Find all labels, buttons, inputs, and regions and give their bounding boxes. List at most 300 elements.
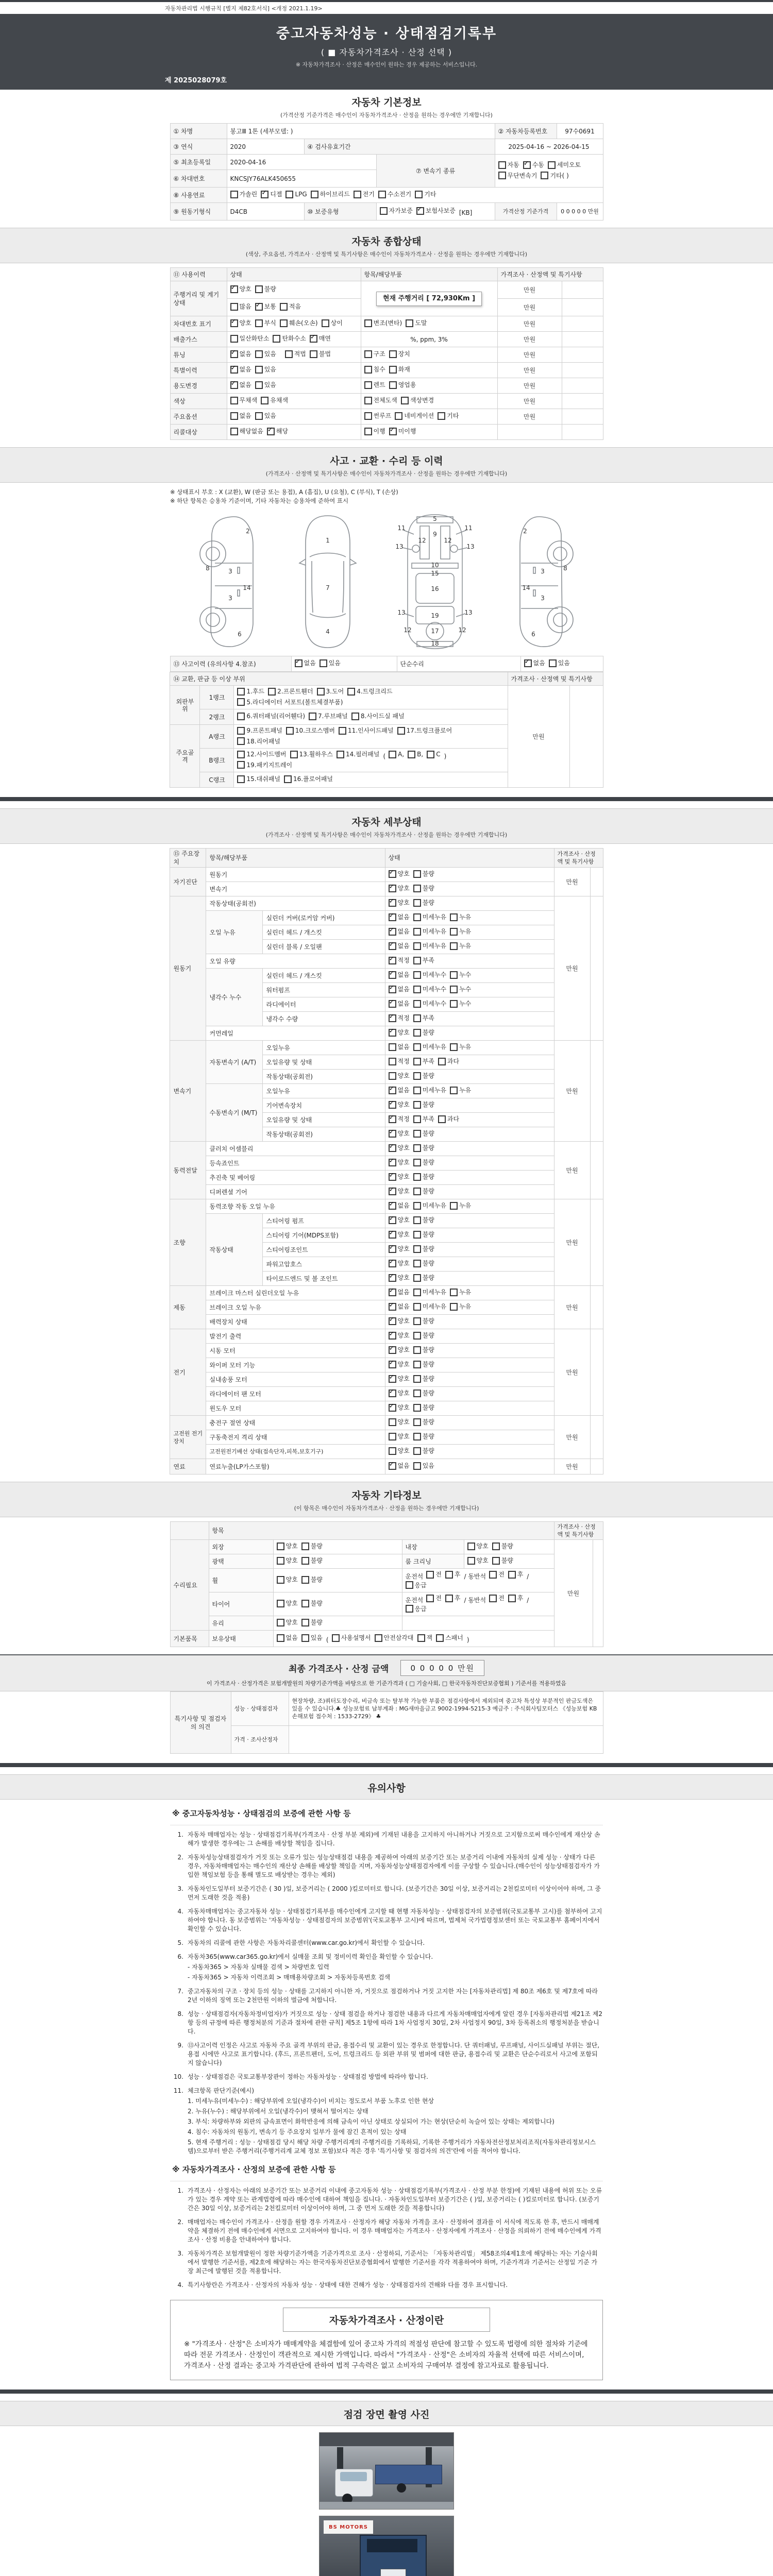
table-row <box>170 1171 603 1185</box>
table-cell <box>385 1055 554 1070</box>
checkbox-없음[interactable] <box>230 365 251 374</box>
checkbox-양호[interactable] <box>389 1389 410 1397</box>
checkbox-양호[interactable] <box>277 1599 298 1607</box>
checkbox-탄화수소[interactable] <box>273 334 306 343</box>
unchecked-checkbox-icon <box>492 1557 500 1565</box>
checkbox-사용설명서[interactable] <box>332 1634 371 1642</box>
diagram-part-number: 17 <box>431 628 439 635</box>
checkbox-해당[interactable] <box>267 427 288 435</box>
checkbox-미세누유[interactable] <box>413 1086 446 1094</box>
unchecked-checkbox-icon <box>230 412 238 420</box>
unchecked-checkbox-icon <box>286 727 294 735</box>
checkbox-불량[interactable] <box>413 1158 434 1166</box>
checkbox-전체도색[interactable] <box>364 396 397 404</box>
table-cell <box>562 409 603 425</box>
checkbox-후[interactable] <box>508 1570 524 1579</box>
table-cell <box>562 316 603 332</box>
checkbox-8.사이드실 패널[interactable] <box>351 712 405 720</box>
final-price-value: 0 0 0 0 0 만원 <box>400 1660 484 1676</box>
unchecked-checkbox-icon <box>438 1115 446 1123</box>
checkbox-스패너[interactable] <box>436 1634 463 1642</box>
table-cell: 배력장치 상태 <box>206 1315 385 1329</box>
checkbox-렌트[interactable] <box>364 381 385 389</box>
checkbox-없음[interactable] <box>389 1043 410 1051</box>
unchecked-checkbox-icon <box>230 428 238 435</box>
checkbox-후[interactable] <box>445 1594 461 1602</box>
table-cell: 단순수리 <box>397 656 520 672</box>
checkbox-미세누유[interactable] <box>413 1043 446 1051</box>
checkbox-누유[interactable] <box>450 927 471 936</box>
checkbox-적법[interactable] <box>285 350 306 358</box>
checkbox-label: 13.휠하우스 <box>299 751 333 758</box>
unchecked-checkbox-icon <box>280 303 288 311</box>
checkbox-없음[interactable] <box>389 999 410 1008</box>
checkbox-양호[interactable] <box>389 1447 410 1455</box>
checkbox-양호[interactable] <box>389 899 410 907</box>
checkbox-누유[interactable] <box>450 942 471 950</box>
checkbox-불량[interactable] <box>413 1331 434 1340</box>
checkbox-양호[interactable] <box>389 1331 410 1340</box>
checkbox-불량[interactable] <box>413 1346 434 1354</box>
checkbox-없음[interactable] <box>389 971 410 979</box>
checkbox-양호[interactable] <box>389 1259 410 1267</box>
table-cell <box>234 772 508 788</box>
checkbox-양호[interactable] <box>389 884 410 892</box>
checkbox-있음[interactable] <box>255 350 276 358</box>
checkbox-불량[interactable] <box>413 1129 434 1138</box>
checkbox-불량[interactable] <box>413 1375 434 1383</box>
checkbox-불량[interactable] <box>413 1216 434 1224</box>
table-cell: 특기사항 및 점검자의 의견 <box>170 1692 231 1754</box>
checkbox-18.리어패널[interactable] <box>237 737 280 745</box>
checkbox-양호[interactable] <box>389 1144 410 1152</box>
notice-item <box>170 2010 603 2036</box>
table-cell: 만원 <box>497 332 562 347</box>
checkbox-있음[interactable] <box>301 1634 323 1642</box>
checkbox-무단변속기[interactable] <box>498 172 537 180</box>
unchecked-checkbox-icon <box>290 751 298 758</box>
checkbox-썬루프[interactable] <box>364 412 392 420</box>
checkbox-불량[interactable] <box>492 1556 513 1565</box>
checkbox-후[interactable] <box>445 1570 461 1579</box>
checkbox-침수[interactable] <box>364 365 385 374</box>
checkbox-label: 양호 <box>397 1216 410 1224</box>
checkbox-없음[interactable] <box>389 913 410 921</box>
checkbox-있음[interactable] <box>549 659 570 667</box>
checkbox-13.휠하우스[interactable] <box>290 750 333 758</box>
checkbox-있음[interactable] <box>320 659 341 667</box>
checkbox-네비게이션[interactable] <box>395 412 434 420</box>
checkbox-미세누유[interactable] <box>413 942 446 950</box>
checkbox-기타[interactable] <box>438 412 459 420</box>
checkbox-부족[interactable] <box>413 956 434 964</box>
checkbox-불량[interactable] <box>413 1317 434 1325</box>
checkbox-있음[interactable] <box>413 1462 434 1470</box>
checkbox-있음[interactable] <box>255 365 276 374</box>
checkbox-17.트렁크플로어[interactable] <box>397 726 452 735</box>
checkbox-label: 양호 <box>476 1557 489 1565</box>
checkbox-없음[interactable] <box>277 1634 298 1642</box>
checkbox-불량[interactable] <box>301 1542 323 1550</box>
photo1-ceiling <box>320 2433 453 2446</box>
diagram-part-number: 6 <box>238 631 242 638</box>
checkbox-없음[interactable] <box>389 1288 410 1296</box>
checkbox-양호[interactable] <box>389 1072 410 1080</box>
table-row <box>170 425 603 440</box>
checked-checkbox-icon <box>389 870 396 878</box>
checkbox-상이[interactable] <box>322 319 343 327</box>
checkbox-9.프론트패널[interactable] <box>237 726 282 735</box>
checkbox-미세누유[interactable] <box>413 927 446 936</box>
checkbox-불량[interactable] <box>413 884 434 892</box>
checkbox-양호[interactable] <box>389 1129 410 1138</box>
unchecked-checkbox-icon <box>413 1404 421 1412</box>
checkbox-누유[interactable] <box>450 1043 471 1051</box>
checkbox-15.대쉬패널[interactable] <box>237 775 280 783</box>
checkbox-label: 기타 <box>424 191 436 198</box>
checkbox-양호[interactable] <box>277 1618 298 1626</box>
panel-rank-table-container <box>0 672 773 788</box>
checkbox-없음[interactable] <box>389 1302 410 1311</box>
checkbox-무채색[interactable] <box>230 396 258 404</box>
checkbox-안전삼각대[interactable] <box>375 1634 414 1642</box>
checkbox-1.후드[interactable] <box>237 687 264 696</box>
table-cell <box>385 1185 554 1199</box>
table-row <box>170 1026 603 1041</box>
checkbox-훼손(오손)[interactable] <box>280 319 318 327</box>
checkbox-label: 양호 <box>397 1418 410 1426</box>
table-cell: 0 0 0 0 0 만원 <box>557 203 603 221</box>
checkbox-없음[interactable] <box>524 659 545 667</box>
checkbox-후[interactable] <box>508 1594 524 1602</box>
checkbox-불량[interactable] <box>413 1072 434 1080</box>
checkbox-불량[interactable] <box>255 285 276 293</box>
checkbox-A,[interactable] <box>389 750 404 758</box>
checkbox-미세누수[interactable] <box>413 971 446 979</box>
unchecked-checkbox-icon <box>389 1433 396 1440</box>
checkbox-없음[interactable] <box>389 927 410 936</box>
checkbox-장치[interactable] <box>389 350 410 358</box>
diagram-part-number: 15 <box>431 570 439 577</box>
table-cell <box>385 1300 554 1315</box>
checkbox-누유[interactable] <box>450 1086 471 1094</box>
checkbox-양호[interactable] <box>389 1245 410 1253</box>
checkbox-구조[interactable] <box>364 350 385 358</box>
unchecked-checkbox-icon <box>255 412 263 420</box>
checkbox-전기[interactable] <box>354 190 375 198</box>
unchecked-checkbox-icon <box>273 335 280 343</box>
checkbox-전[interactable] <box>426 1570 442 1579</box>
table-cell: 만원 <box>497 347 562 363</box>
checkbox-자동[interactable] <box>498 161 519 169</box>
checkbox-5.라디에이터 서포트(볼트체결부품)[interactable] <box>237 698 343 706</box>
checkbox-영업용[interactable] <box>389 381 416 389</box>
checkbox-불량[interactable] <box>413 1144 434 1152</box>
diagram-part-number: 9 <box>433 531 437 538</box>
checkbox-불량[interactable] <box>413 1100 434 1109</box>
checkbox-기타[interactable] <box>415 190 436 198</box>
checkbox-수소전기[interactable] <box>378 190 411 198</box>
checkbox-미세누유[interactable] <box>413 913 446 921</box>
checkbox-불량[interactable] <box>413 1432 434 1440</box>
checkbox-응급[interactable] <box>406 1605 427 1613</box>
checkbox-없음[interactable] <box>389 942 410 950</box>
checkbox-하이브리드[interactable] <box>311 190 350 198</box>
checkbox-변조(변타)[interactable] <box>364 319 402 327</box>
checkbox-기타( )[interactable] <box>541 172 568 180</box>
checkbox-부족[interactable] <box>413 1057 434 1065</box>
checkbox-label: 미세누유 <box>422 1087 447 1094</box>
checkbox-일산화탄소[interactable] <box>230 334 270 343</box>
table-cell: 윈도우 모터 <box>206 1401 385 1416</box>
checkbox-양호[interactable] <box>389 1187 410 1195</box>
checkbox-label: 양호 <box>397 1245 410 1253</box>
table-cell <box>227 409 361 425</box>
checkbox-양호[interactable] <box>389 1317 410 1325</box>
checkbox-label: 잭 <box>426 1634 433 1642</box>
checkbox-미세누수[interactable] <box>413 985 446 993</box>
checkbox-불량[interactable] <box>492 1542 513 1550</box>
table-cell: D4CB <box>227 203 304 221</box>
checkbox-불법[interactable] <box>310 350 331 358</box>
checkbox-화재[interactable] <box>389 365 410 374</box>
other-title: 자동차 기타정보 <box>351 1490 422 1501</box>
unchecked-checkbox-icon <box>427 751 434 758</box>
checkbox-부식[interactable] <box>255 319 276 327</box>
checkbox-세미오토[interactable] <box>548 161 581 169</box>
table-cell: 타이로드엔드 및 볼 조인트 <box>263 1272 385 1286</box>
checkbox-미이행[interactable] <box>389 427 416 435</box>
checkbox-B,[interactable] <box>408 750 423 758</box>
checkbox-label: 무채색 <box>239 397 258 404</box>
checkbox-응급[interactable] <box>406 1581 427 1589</box>
table-cell <box>562 281 603 299</box>
checkbox-많음[interactable] <box>230 302 251 311</box>
checkbox-10.크로스멤버[interactable] <box>286 726 335 735</box>
checkbox-불량[interactable] <box>413 1187 434 1195</box>
checkbox-보통[interactable] <box>255 302 276 311</box>
checkbox-3.도어[interactable] <box>317 687 344 696</box>
checkbox-전[interactable] <box>426 1594 442 1602</box>
state-symbol-legend: ※ 상태표시 부호 : X (교환), W (판금 또는 용접), A (흠집), U (요철), C (부식), T (손상) <box>170 488 398 496</box>
checkbox-없음[interactable] <box>389 1086 410 1094</box>
inline-text: / <box>527 1572 529 1580</box>
checkbox-불량[interactable] <box>413 1230 434 1239</box>
section-divider <box>0 1763 773 1767</box>
table-row <box>170 1692 603 1726</box>
table-cell <box>385 1257 554 1272</box>
table-cell: 라디에이터 <box>263 997 385 1012</box>
checkbox-가솔린[interactable] <box>230 190 258 198</box>
checkbox-없음[interactable] <box>230 381 251 389</box>
checkbox-미세누유[interactable] <box>413 1288 446 1296</box>
checkbox-4.트렁크리드[interactable] <box>347 687 392 696</box>
checkbox-양호[interactable] <box>277 1542 298 1550</box>
checkbox-누수[interactable] <box>450 971 471 979</box>
checkbox-없음[interactable] <box>230 412 251 420</box>
checkbox-label: 양호 <box>476 1543 489 1550</box>
unchecked-checkbox-icon <box>237 761 245 769</box>
checkbox-없음[interactable] <box>389 1201 410 1210</box>
checkbox-적정[interactable] <box>389 1057 410 1065</box>
checkbox-유채색[interactable] <box>261 396 288 404</box>
checkbox-양호[interactable] <box>389 1346 410 1354</box>
checkbox-양호[interactable] <box>389 1432 410 1440</box>
table-cell: 97수0691 <box>557 124 603 139</box>
checkbox-16.플로어패널[interactable] <box>284 775 333 783</box>
checkbox-보험사보증[interactable] <box>416 207 456 215</box>
checkbox-불량[interactable] <box>413 899 434 907</box>
checkbox-양호[interactable] <box>389 1100 410 1109</box>
checkbox-LPG[interactable] <box>285 190 307 198</box>
checkbox-불량[interactable] <box>301 1618 323 1626</box>
checkbox-label: 있음 <box>264 366 276 374</box>
checkbox-디젤[interactable] <box>261 190 282 198</box>
checkbox-양호[interactable] <box>389 1274 410 1282</box>
checkbox-12.사이드멤버[interactable] <box>237 750 286 758</box>
checkbox-6.쿼터패널(리어휀다)[interactable] <box>237 712 305 720</box>
checkbox-양호[interactable] <box>277 1575 298 1584</box>
checkbox-불량[interactable] <box>413 1403 434 1412</box>
checkbox-부족[interactable] <box>413 1115 434 1123</box>
checkbox-누유[interactable] <box>450 913 471 921</box>
checkbox-불량[interactable] <box>413 1389 434 1397</box>
checkbox-미세누수[interactable] <box>413 999 446 1008</box>
checkbox-불량[interactable] <box>301 1599 323 1607</box>
checkbox-14.필러패널[interactable] <box>337 750 379 758</box>
checkbox-label: 없음 <box>397 1303 410 1311</box>
checkbox-불량[interactable] <box>413 1418 434 1426</box>
checkbox-도말[interactable] <box>406 319 427 327</box>
checkbox-label: 탄화수소 <box>282 335 306 343</box>
notice-item-text: 매매업자는 매수인이 가격조사 · 산정을 원할 경우 가격조사 · 산정자가 해당 자동차 가격을 조사 · 산정하여 결과를 이 서식에 적도록 한 후, 반드시 매매계약을 체결하기 전에 매수인에게 서면으로 고지하여야 합니다. 이 경우 매매업자는 가격조사 · 산정자에게 가격조사 · 산정을 의뢰하기 전에 매수인에게 가격조사 · 산정 비용을 안내하여야 합니다. <box>188 2218 601 2243</box>
checkbox-적정[interactable] <box>389 1115 410 1123</box>
checkbox-불량[interactable] <box>413 1173 434 1181</box>
checkbox-불량[interactable] <box>413 870 434 878</box>
checkbox-양호[interactable] <box>389 1418 410 1426</box>
checkbox-양호[interactable] <box>389 1360 410 1368</box>
checkbox-없음[interactable] <box>230 350 251 358</box>
diagram-part-number: 19 <box>431 612 439 619</box>
unchecked-checkbox-icon <box>413 1245 421 1253</box>
table-row <box>170 1540 603 1554</box>
checkbox-적정[interactable] <box>389 956 410 964</box>
table-cell: 오일누유 <box>263 1041 385 1055</box>
checkbox-불량[interactable] <box>413 1447 434 1455</box>
diagram-part-number: 10 <box>431 562 439 569</box>
checkbox-양호[interactable] <box>389 1158 410 1166</box>
table-row <box>170 268 603 281</box>
checkbox-양호[interactable] <box>467 1556 489 1565</box>
checkbox-7.루브패널[interactable] <box>309 712 348 720</box>
checkbox-label: 불량 <box>422 1159 434 1166</box>
table-row <box>170 332 603 347</box>
table-cell: 충전구 절연 상태 <box>206 1416 385 1430</box>
detail-note: (가격조사 · 산정액 및 특기사항은 매수인이 자동차가격조사 · 산정을 원하는 경우에만 기재합니다) <box>265 832 508 838</box>
checkbox-누수[interactable] <box>450 999 471 1008</box>
checkbox-자가보증[interactable] <box>380 207 413 215</box>
checkbox-C[interactable] <box>427 750 440 758</box>
checkbox-잭[interactable] <box>417 1634 433 1642</box>
checkbox-과다[interactable] <box>438 1057 459 1065</box>
checkbox-누유[interactable] <box>450 1201 471 1210</box>
checkbox-전[interactable] <box>489 1594 505 1602</box>
checkbox-양호[interactable] <box>230 285 251 293</box>
checkbox-없음[interactable] <box>295 659 316 667</box>
inline-text: ( <box>383 752 386 760</box>
checkbox-누유[interactable] <box>450 1302 471 1311</box>
checkbox-미세누유[interactable] <box>413 1302 446 1311</box>
unchecked-checkbox-icon <box>401 397 409 404</box>
table-cell: 용도변경 <box>170 378 227 394</box>
checkbox-적음[interactable] <box>280 302 301 311</box>
unchecked-checkbox-icon <box>364 381 372 389</box>
checkbox-11.인사이드패널[interactable] <box>339 726 394 735</box>
checkbox-해당없음[interactable] <box>230 427 263 435</box>
table-row <box>170 1631 603 1647</box>
checkbox-없음[interactable] <box>389 985 410 993</box>
checkbox-2.프론트휀더[interactable] <box>268 687 313 696</box>
checkbox-과다[interactable] <box>438 1115 459 1123</box>
unchecked-checkbox-icon <box>397 727 405 735</box>
checkbox-불량[interactable] <box>413 1274 434 1282</box>
checkbox-매연[interactable] <box>310 334 331 343</box>
checkbox-양호[interactable] <box>389 1216 410 1224</box>
table-cell <box>385 1199 554 1214</box>
checkbox-양호[interactable] <box>389 1403 410 1412</box>
unchecked-checkbox-icon <box>445 1571 453 1579</box>
checkbox-있음[interactable] <box>255 412 276 420</box>
table-cell <box>562 378 603 394</box>
checkbox-있음[interactable] <box>255 381 276 389</box>
notice-item-text: 성능 · 상태점검자(자동차정비업자)가 거짓으로 성능 · 상태 점검을 하거나 점검한 내용과 다르게 자동차매매업자에게 알린 경우 [자동차관리법 제21조 제2항 등의 규정에 따른 행정처분의 기준과 절차에 관한 규칙] 제5조 1항에 따라 1차 사업정지 30일, 2차 사업정지 90일, 3차 등록취소의 행정처분을 받습니다. <box>188 2010 602 2035</box>
table-cell <box>590 868 603 896</box>
checkbox-색상변경[interactable] <box>401 396 434 404</box>
checkbox-없음[interactable] <box>389 1462 410 1470</box>
table-cell <box>170 1522 209 1540</box>
checkbox-양호[interactable] <box>389 1230 410 1239</box>
checkbox-전[interactable] <box>489 1570 505 1579</box>
checkbox-label: 장치 <box>398 350 410 358</box>
checkbox-적정[interactable] <box>389 1014 410 1022</box>
checkbox-불량[interactable] <box>301 1556 323 1565</box>
checkbox-19.패키지트레이[interactable] <box>237 761 292 769</box>
checkbox-불량[interactable] <box>413 1259 434 1267</box>
checkbox-미세누유[interactable] <box>413 1201 446 1210</box>
checkbox-양호[interactable] <box>230 319 251 327</box>
notice-item <box>170 2073 603 2081</box>
checkbox-양호[interactable] <box>277 1556 298 1565</box>
unchecked-checkbox-icon <box>339 727 346 735</box>
checkbox-부족[interactable] <box>413 1014 434 1022</box>
checkbox-누수[interactable] <box>450 985 471 993</box>
checkbox-양호[interactable] <box>467 1542 489 1550</box>
checkbox-양호[interactable] <box>389 870 410 878</box>
unchecked-checkbox-icon <box>389 366 397 374</box>
checkbox-불량[interactable] <box>413 1028 434 1037</box>
checkbox-불량[interactable] <box>413 1360 434 1368</box>
checkbox-양호[interactable] <box>389 1028 410 1037</box>
unchecked-checkbox-icon <box>413 1260 421 1267</box>
checkbox-양호[interactable] <box>389 1375 410 1383</box>
checkbox-불량[interactable] <box>413 1245 434 1253</box>
checkbox-수동[interactable] <box>523 161 544 169</box>
checkbox-양호[interactable] <box>389 1173 410 1181</box>
unchecked-checkbox-icon <box>413 1144 421 1152</box>
checkbox-이행[interactable] <box>364 427 385 435</box>
checkbox-불량[interactable] <box>301 1575 323 1584</box>
checkbox-누유[interactable] <box>450 1288 471 1296</box>
